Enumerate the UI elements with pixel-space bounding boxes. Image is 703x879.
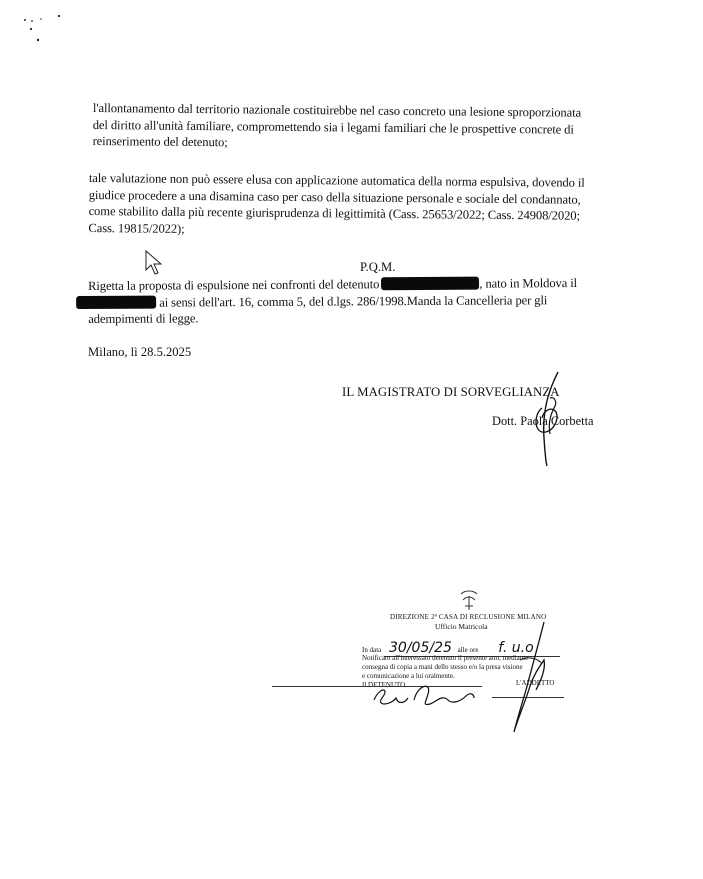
emblem-icon — [457, 590, 481, 612]
stamp-text-line: consegna di copia a mani dello stesso e/o la presa visione — [362, 663, 523, 671]
text-line: del diritto all'unità familiare, compromettendo sia i legami familiari che le prospettive concrete di — [92, 117, 574, 137]
stamp-office: Ufficio Matricola — [435, 622, 488, 631]
redaction-bar — [381, 277, 479, 291]
addetto-label: L'ADDETTO — [516, 679, 555, 687]
stamp-text-line: Notificato all'interessato detenuto il presente atto, mediante — [362, 654, 529, 662]
date-line: Milano, lì 28.5.2025 — [88, 345, 192, 359]
stamp-text-line: e comunicazione a lui oralmente. — [362, 672, 455, 680]
text-line: tale valutazione non può essere elusa con applicazione automatica della norma espulsiva, dovendo il — [88, 170, 585, 190]
ruling-text: ai sensi dell'art. 16, comma 5, del d.lgs. 286/1998.Manda la Cancelleria per gli — [156, 292, 548, 310]
paragraph-family-unity — [93, 100, 683, 155]
paragraph-case-evaluation — [88, 170, 684, 242]
handwritten-time: f. u.o — [498, 640, 534, 656]
text-line: l'allontanamento dal territorio nazionale costituirebbe nel caso concreto una lesione sproporzionata — [92, 100, 582, 120]
text-line: Cass. 19815/2022); — [88, 220, 185, 236]
magistrate-name: Dott. Paola Corbetta — [492, 414, 594, 428]
alle-ore-label: alle ore — [457, 646, 479, 654]
scan-specks — [22, 12, 72, 44]
text-line: giudice procedere a una disamina caso per caso della situazione personale e sociale del condannato, — [88, 187, 581, 207]
text-line: adempimenti di legge. — [88, 311, 199, 326]
addetto-signature — [500, 620, 560, 736]
text-line: come stabilito dalla più recente giurisprudenza di legittimità (Cass. 25653/2022; Cass. 24908/2020; — [88, 203, 580, 223]
handwritten-signature — [520, 368, 580, 468]
pqm-heading: P.Q.M. — [360, 260, 396, 274]
stamp-header: DIREZIONE 2ª CASA DI RECLUSIONE MILANO — [390, 613, 547, 621]
handwritten-date: 30/05/25 — [389, 640, 452, 656]
in-data-label: In data — [362, 646, 382, 654]
paragraph-ruling — [88, 274, 678, 327]
detenuto-signature — [370, 676, 480, 712]
ruling-text: , nato in Moldova il — [479, 276, 578, 291]
redaction-bar — [76, 295, 156, 308]
detenuto-label: Il DETENUTO — [362, 681, 406, 689]
magistrate-title: IL MAGISTRATO DI SORVEGLIANZA — [342, 385, 560, 399]
mouse-cursor-icon — [145, 250, 165, 276]
text-line: reinserimento del detenuto; — [92, 133, 228, 150]
ruling-text: Rigetta la proposta di espulsione nei confronti del detenuto — [88, 277, 380, 293]
